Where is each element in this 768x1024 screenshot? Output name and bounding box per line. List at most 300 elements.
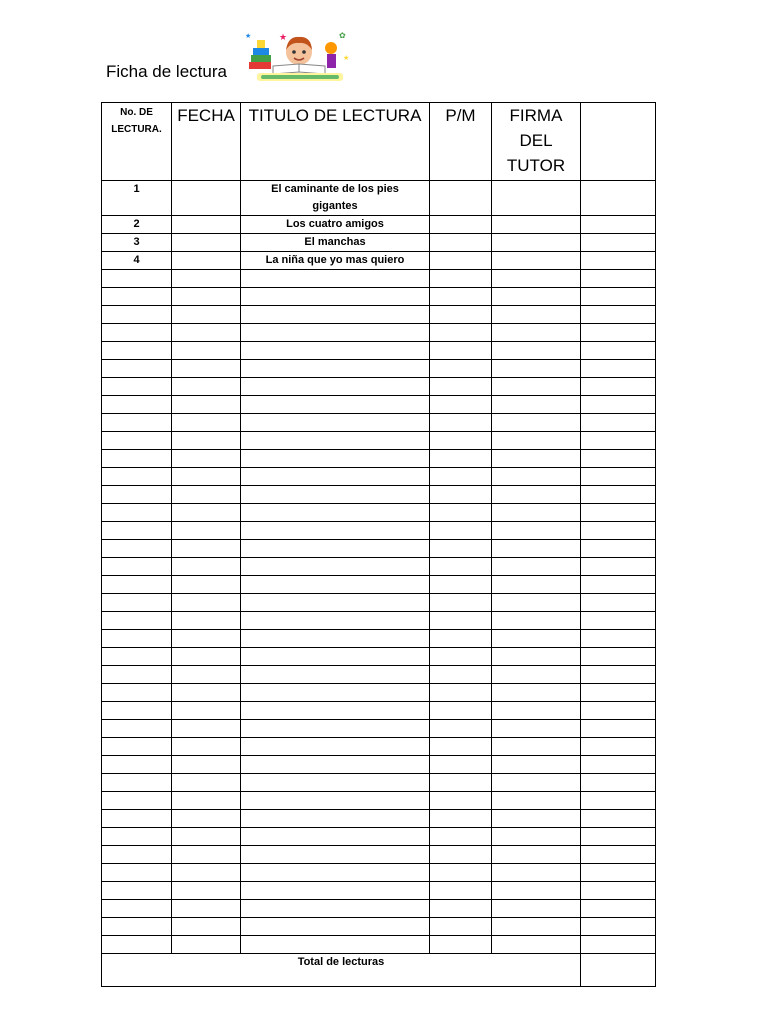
row-signature[interactable] — [492, 342, 581, 360]
row-title[interactable] — [241, 684, 430, 702]
table-row — [102, 684, 656, 702]
row-signature[interactable] — [492, 936, 581, 954]
row-pm[interactable] — [430, 558, 492, 576]
row-number[interactable] — [102, 270, 172, 288]
row-signature[interactable] — [492, 540, 581, 558]
row-signature[interactable] — [492, 270, 581, 288]
row-title[interactable] — [241, 648, 430, 666]
row-extra[interactable] — [581, 666, 656, 684]
row-extra[interactable] — [581, 306, 656, 324]
row-pm[interactable] — [430, 900, 492, 918]
row-pm[interactable] — [430, 306, 492, 324]
row-number[interactable] — [102, 846, 172, 864]
kids-reading-clipart-icon — [243, 28, 355, 82]
row-pm[interactable] — [430, 648, 492, 666]
row-title: La niña que yo mas quiero — [241, 252, 430, 270]
table-row — [102, 720, 656, 738]
row-signature[interactable] — [492, 576, 581, 594]
row-date[interactable] — [172, 774, 241, 792]
row-signature[interactable] — [492, 181, 581, 216]
row-title[interactable] — [241, 468, 430, 486]
row-extra[interactable] — [581, 594, 656, 612]
row-signature[interactable] — [492, 288, 581, 306]
table-header-row — [102, 103, 656, 181]
row-pm[interactable] — [430, 450, 492, 468]
page-title: Ficha de lectura — [106, 62, 227, 81]
row-title: Los cuatro amigos — [241, 216, 430, 234]
table-row — [102, 432, 656, 450]
row-number[interactable] — [102, 576, 172, 594]
header-reading-title: TITULO DE LECTURA — [241, 103, 430, 181]
table-row — [102, 702, 656, 720]
row-signature[interactable] — [492, 522, 581, 540]
svg-text:★: ★ — [279, 33, 288, 43]
row-extra[interactable] — [581, 864, 656, 882]
row-title[interactable] — [241, 342, 430, 360]
row-extra[interactable] — [581, 504, 656, 522]
row-date[interactable] — [172, 900, 241, 918]
row-number[interactable] — [102, 486, 172, 504]
header-date: FECHA — [172, 103, 241, 181]
row-signature[interactable] — [492, 630, 581, 648]
row-signature[interactable] — [492, 306, 581, 324]
row-number[interactable] — [102, 414, 172, 432]
row-date[interactable] — [172, 612, 241, 630]
row-pm[interactable] — [430, 630, 492, 648]
row-title[interactable] — [241, 720, 430, 738]
row-date[interactable] — [172, 738, 241, 756]
row-extra[interactable] — [581, 828, 656, 846]
row-date[interactable] — [172, 936, 241, 954]
table-row — [102, 414, 656, 432]
row-title[interactable] — [241, 864, 430, 882]
row-signature[interactable] — [492, 666, 581, 684]
row-pm[interactable] — [430, 540, 492, 558]
table-row — [102, 774, 656, 792]
table-row — [102, 576, 656, 594]
row-signature[interactable] — [492, 450, 581, 468]
table-row — [102, 882, 656, 900]
row-date[interactable] — [172, 234, 241, 252]
row-pm[interactable] — [430, 882, 492, 900]
row-date[interactable] — [172, 378, 241, 396]
row-pm[interactable] — [430, 468, 492, 486]
row-date[interactable] — [172, 396, 241, 414]
row-date[interactable] — [172, 684, 241, 702]
row-pm[interactable] — [430, 612, 492, 630]
row-pm[interactable] — [430, 684, 492, 702]
table-row — [102, 396, 656, 414]
row-title[interactable] — [241, 522, 430, 540]
table-row — [102, 756, 656, 774]
row-extra[interactable] — [581, 270, 656, 288]
row-date[interactable] — [172, 468, 241, 486]
row-title[interactable] — [241, 396, 430, 414]
table-row — [102, 324, 656, 342]
table-row — [102, 828, 656, 846]
row-extra[interactable] — [581, 720, 656, 738]
svg-text:✿: ✿ — [339, 31, 346, 40]
row-number[interactable] — [102, 900, 172, 918]
row-date[interactable] — [172, 486, 241, 504]
table-row — [102, 936, 656, 954]
row-title[interactable] — [241, 630, 430, 648]
row-date[interactable] — [172, 450, 241, 468]
row-number: 4 — [102, 252, 172, 270]
row-number[interactable] — [102, 504, 172, 522]
row-title[interactable] — [241, 774, 430, 792]
row-extra[interactable] — [581, 540, 656, 558]
row-pm[interactable] — [430, 918, 492, 936]
row-pm[interactable] — [430, 792, 492, 810]
row-pm[interactable] — [430, 774, 492, 792]
table-row — [102, 864, 656, 882]
row-signature[interactable] — [492, 846, 581, 864]
row-title[interactable] — [241, 594, 430, 612]
row-number[interactable] — [102, 378, 172, 396]
row-extra[interactable] — [581, 648, 656, 666]
row-pm[interactable] — [430, 720, 492, 738]
row-signature[interactable] — [492, 810, 581, 828]
row-date[interactable] — [172, 810, 241, 828]
row-title[interactable] — [241, 936, 430, 954]
row-extra[interactable] — [581, 576, 656, 594]
row-title[interactable] — [241, 450, 430, 468]
row-extra[interactable] — [581, 360, 656, 378]
row-pm[interactable] — [430, 270, 492, 288]
row-date[interactable] — [172, 522, 241, 540]
row-title[interactable] — [241, 378, 430, 396]
row-pm[interactable] — [430, 522, 492, 540]
row-pm[interactable] — [430, 936, 492, 954]
row-extra[interactable] — [581, 738, 656, 756]
row-pm[interactable] — [430, 864, 492, 882]
row-extra[interactable] — [581, 810, 656, 828]
row-date[interactable] — [172, 918, 241, 936]
row-signature[interactable] — [492, 234, 581, 252]
row-title[interactable] — [241, 702, 430, 720]
row-date[interactable] — [172, 270, 241, 288]
row-number[interactable] — [102, 306, 172, 324]
row-signature[interactable] — [492, 720, 581, 738]
row-number[interactable] — [102, 522, 172, 540]
row-number[interactable] — [102, 360, 172, 378]
header-number: No. DE LECTURA. — [102, 103, 172, 181]
row-extra[interactable] — [581, 432, 656, 450]
row-title[interactable] — [241, 432, 430, 450]
row-number[interactable] — [102, 756, 172, 774]
row-extra[interactable] — [581, 558, 656, 576]
row-date[interactable] — [172, 666, 241, 684]
row-title[interactable] — [241, 666, 430, 684]
row-signature[interactable] — [492, 648, 581, 666]
row-date[interactable] — [172, 594, 241, 612]
row-title[interactable] — [241, 270, 430, 288]
row-signature[interactable] — [492, 486, 581, 504]
row-title[interactable] — [241, 540, 430, 558]
row-number[interactable] — [102, 612, 172, 630]
row-signature[interactable] — [492, 774, 581, 792]
row-title[interactable] — [241, 558, 430, 576]
row-extra[interactable] — [581, 450, 656, 468]
row-signature[interactable] — [492, 828, 581, 846]
row-pm[interactable] — [430, 181, 492, 216]
row-signature[interactable] — [492, 702, 581, 720]
row-signature[interactable] — [492, 558, 581, 576]
table-row — [102, 468, 656, 486]
row-number[interactable] — [102, 666, 172, 684]
row-number[interactable] — [102, 540, 172, 558]
row-extra[interactable] — [581, 900, 656, 918]
row-pm[interactable] — [430, 432, 492, 450]
row-title[interactable] — [241, 846, 430, 864]
row-signature[interactable] — [492, 864, 581, 882]
row-pm[interactable] — [430, 828, 492, 846]
row-extra[interactable] — [581, 756, 656, 774]
row-title[interactable] — [241, 324, 430, 342]
row-number[interactable] — [102, 450, 172, 468]
row-number[interactable] — [102, 342, 172, 360]
row-signature[interactable] — [492, 324, 581, 342]
table-row — [102, 630, 656, 648]
row-signature[interactable] — [492, 684, 581, 702]
table-row — [102, 540, 656, 558]
row-pm[interactable] — [430, 360, 492, 378]
row-extra[interactable] — [581, 414, 656, 432]
row-date[interactable] — [172, 792, 241, 810]
row-extra[interactable] — [581, 486, 656, 504]
row-signature[interactable] — [492, 882, 581, 900]
row-number[interactable] — [102, 918, 172, 936]
row-extra[interactable] — [581, 918, 656, 936]
row-pm[interactable] — [430, 702, 492, 720]
row-signature[interactable] — [492, 792, 581, 810]
row-extra[interactable] — [581, 378, 656, 396]
svg-text:★: ★ — [343, 54, 350, 62]
row-date[interactable] — [172, 181, 241, 216]
row-number[interactable] — [102, 684, 172, 702]
table-row — [102, 594, 656, 612]
row-pm[interactable] — [430, 486, 492, 504]
row-title: El caminante de los pies gigantes — [241, 181, 430, 216]
row-pm[interactable] — [430, 846, 492, 864]
row-number[interactable] — [102, 630, 172, 648]
row-extra[interactable] — [581, 288, 656, 306]
row-title[interactable] — [241, 738, 430, 756]
row-number[interactable] — [102, 810, 172, 828]
row-title[interactable] — [241, 486, 430, 504]
table-row — [102, 810, 656, 828]
row-pm[interactable] — [430, 576, 492, 594]
row-signature[interactable] — [492, 216, 581, 234]
table-row — [102, 360, 656, 378]
row-date[interactable] — [172, 630, 241, 648]
row-title[interactable] — [241, 810, 430, 828]
row-number[interactable] — [102, 288, 172, 306]
row-date[interactable] — [172, 504, 241, 522]
row-extra[interactable] — [581, 342, 656, 360]
row-pm[interactable] — [430, 324, 492, 342]
row-date[interactable] — [172, 846, 241, 864]
row-title[interactable] — [241, 900, 430, 918]
row-pm[interactable] — [430, 756, 492, 774]
row-extra[interactable] — [581, 882, 656, 900]
row-extra[interactable] — [581, 181, 656, 216]
svg-text:★: ★ — [245, 32, 252, 40]
row-signature[interactable] — [492, 396, 581, 414]
row-date[interactable] — [172, 828, 241, 846]
row-number[interactable] — [102, 432, 172, 450]
table-row — [102, 378, 656, 396]
row-number[interactable] — [102, 720, 172, 738]
row-pm[interactable] — [430, 252, 492, 270]
row-pm[interactable] — [430, 234, 492, 252]
row-date[interactable] — [172, 576, 241, 594]
row-number: 3 — [102, 234, 172, 252]
row-extra[interactable] — [581, 630, 656, 648]
row-date[interactable] — [172, 288, 241, 306]
row-date[interactable] — [172, 360, 241, 378]
row-number[interactable] — [102, 738, 172, 756]
row-title[interactable] — [241, 756, 430, 774]
row-signature[interactable] — [492, 900, 581, 918]
row-title[interactable] — [241, 576, 430, 594]
row-date[interactable] — [172, 216, 241, 234]
row-extra[interactable] — [581, 324, 656, 342]
row-pm[interactable] — [430, 378, 492, 396]
row-number[interactable] — [102, 396, 172, 414]
row-pm[interactable] — [430, 396, 492, 414]
row-signature[interactable] — [492, 612, 581, 630]
row-title[interactable] — [241, 828, 430, 846]
row-pm[interactable] — [430, 342, 492, 360]
row-signature[interactable] — [492, 378, 581, 396]
row-date[interactable] — [172, 882, 241, 900]
row-date[interactable] — [172, 558, 241, 576]
row-extra[interactable] — [581, 468, 656, 486]
row-pm[interactable] — [430, 414, 492, 432]
row-extra[interactable] — [581, 612, 656, 630]
row-extra[interactable] — [581, 936, 656, 954]
header-pm: P/M — [430, 103, 492, 181]
table-row — [102, 738, 656, 756]
row-date[interactable] — [172, 342, 241, 360]
row-number[interactable] — [102, 468, 172, 486]
row-title[interactable] — [241, 306, 430, 324]
row-date[interactable] — [172, 720, 241, 738]
row-signature[interactable] — [492, 504, 581, 522]
row-signature[interactable] — [492, 468, 581, 486]
row-extra[interactable] — [581, 216, 656, 234]
row-date[interactable] — [172, 324, 241, 342]
row-title: El manchas — [241, 234, 430, 252]
row-extra[interactable] — [581, 846, 656, 864]
row-pm[interactable] — [430, 288, 492, 306]
row-extra[interactable] — [581, 684, 656, 702]
table-row — [102, 486, 656, 504]
row-number[interactable] — [102, 864, 172, 882]
reading-log-table — [101, 102, 656, 987]
row-title[interactable] — [241, 360, 430, 378]
table-row — [102, 216, 656, 234]
row-pm[interactable] — [430, 738, 492, 756]
row-number[interactable] — [102, 702, 172, 720]
row-number[interactable] — [102, 648, 172, 666]
row-signature[interactable] — [492, 594, 581, 612]
row-pm[interactable] — [430, 504, 492, 522]
row-extra[interactable] — [581, 252, 656, 270]
total-row — [102, 954, 656, 987]
table-row — [102, 612, 656, 630]
total-value[interactable] — [581, 954, 656, 987]
row-extra[interactable] — [581, 522, 656, 540]
row-title[interactable] — [241, 288, 430, 306]
row-date[interactable] — [172, 540, 241, 558]
row-date[interactable] — [172, 648, 241, 666]
row-signature[interactable] — [492, 432, 581, 450]
table-row — [102, 666, 656, 684]
row-signature[interactable] — [492, 414, 581, 432]
row-pm[interactable] — [430, 810, 492, 828]
row-signature[interactable] — [492, 360, 581, 378]
table-row — [102, 792, 656, 810]
row-signature[interactable] — [492, 252, 581, 270]
row-number[interactable] — [102, 558, 172, 576]
row-number[interactable] — [102, 882, 172, 900]
row-number[interactable] — [102, 774, 172, 792]
row-number[interactable] — [102, 828, 172, 846]
row-date[interactable] — [172, 702, 241, 720]
row-title[interactable] — [241, 504, 430, 522]
row-title[interactable] — [241, 918, 430, 936]
table-row — [102, 648, 656, 666]
table-row — [102, 846, 656, 864]
row-signature[interactable] — [492, 738, 581, 756]
row-title[interactable] — [241, 612, 430, 630]
row-pm[interactable] — [430, 594, 492, 612]
table-row — [102, 450, 656, 468]
row-date[interactable] — [172, 414, 241, 432]
row-extra[interactable] — [581, 396, 656, 414]
table-row — [102, 504, 656, 522]
row-extra[interactable] — [581, 702, 656, 720]
row-date[interactable] — [172, 756, 241, 774]
row-date[interactable] — [172, 864, 241, 882]
row-date[interactable] — [172, 252, 241, 270]
row-title[interactable] — [241, 414, 430, 432]
table-row — [102, 342, 656, 360]
table-row — [102, 522, 656, 540]
row-extra[interactable] — [581, 792, 656, 810]
row-date[interactable] — [172, 432, 241, 450]
row-extra[interactable] — [581, 234, 656, 252]
row-number[interactable] — [102, 594, 172, 612]
row-number[interactable] — [102, 936, 172, 954]
row-number: 2 — [102, 216, 172, 234]
row-date[interactable] — [172, 306, 241, 324]
table-row — [102, 558, 656, 576]
row-pm[interactable] — [430, 216, 492, 234]
row-number[interactable] — [102, 792, 172, 810]
row-signature[interactable] — [492, 756, 581, 774]
row-title[interactable] — [241, 882, 430, 900]
row-pm[interactable] — [430, 666, 492, 684]
row-title[interactable] — [241, 792, 430, 810]
row-number[interactable] — [102, 324, 172, 342]
row-signature[interactable] — [492, 918, 581, 936]
row-extra[interactable] — [581, 774, 656, 792]
table-row — [102, 270, 656, 288]
